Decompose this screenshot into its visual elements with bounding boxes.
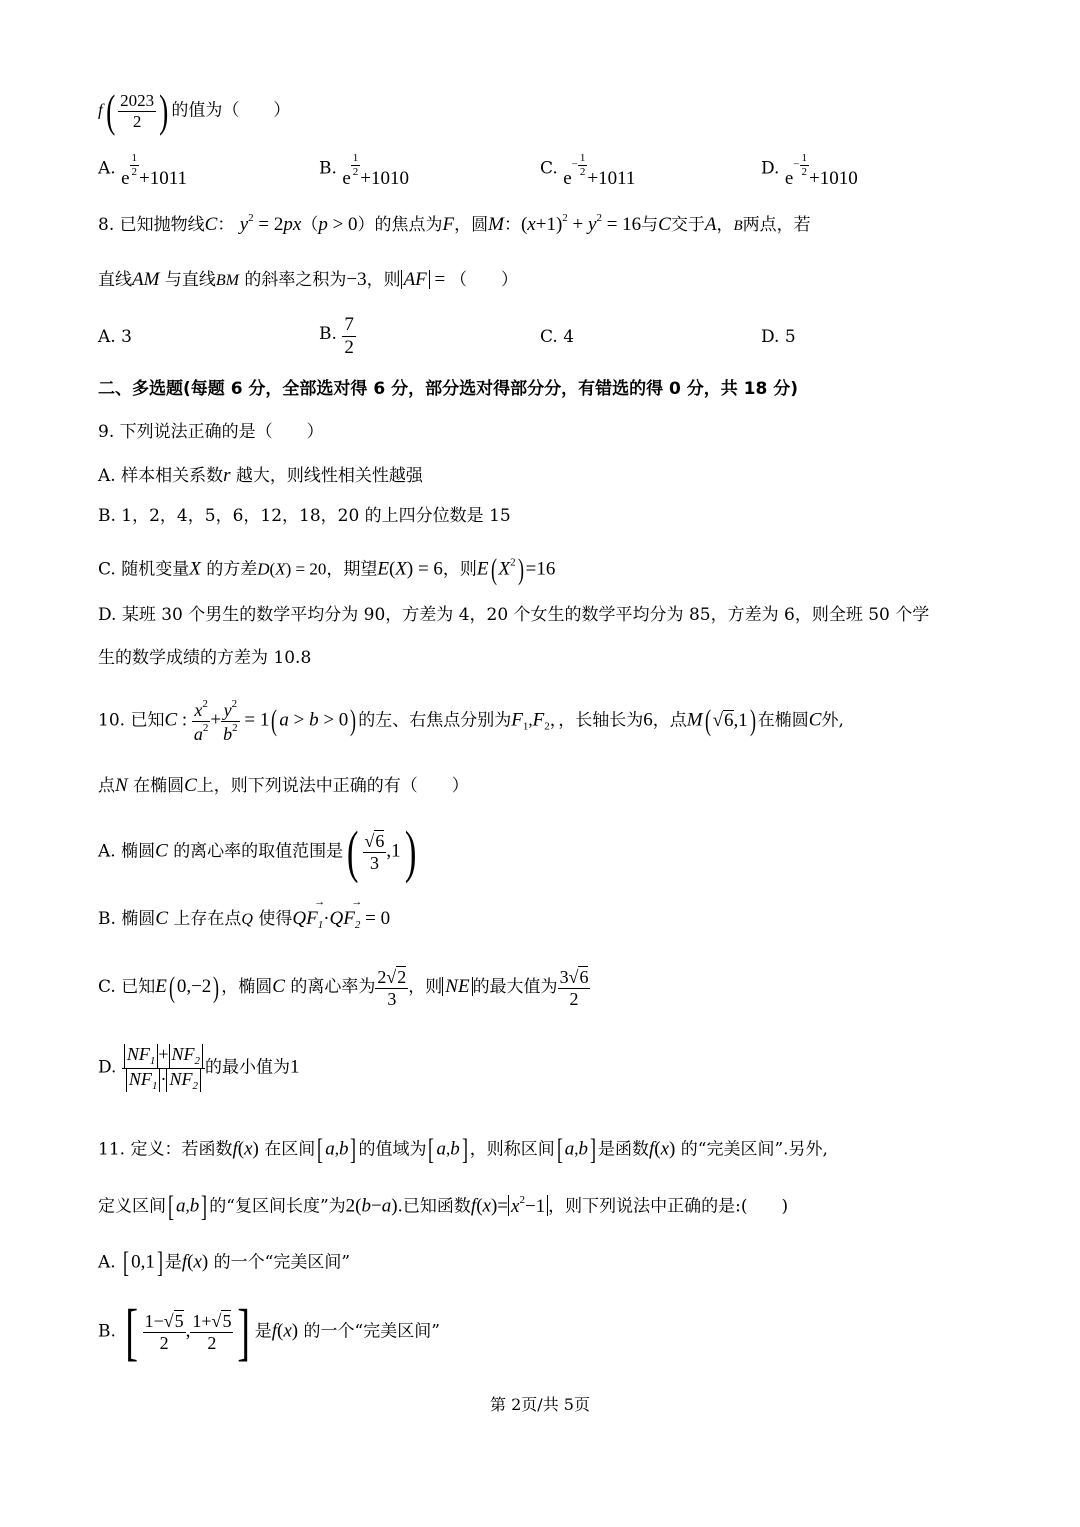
q9-option-a: A. 样本相关系数r 越大，则线性相关性越强 <box>98 465 423 486</box>
q9-stem: 9. 下列说法正确的是（ ） <box>98 422 324 442</box>
q11-line2: 定义区间[ a,b] 的“复区间长度”为2(b−a).已知函数$f(x)= x^2-1$ ，则下列说法中正确的是:( ) <box>98 1190 789 1223</box>
q7-option-c: C. e− $\frac{1}{2}$ +1011 <box>540 152 636 189</box>
q7-option-d: D. e− $\frac{1}{2}$ +1010 <box>761 152 858 189</box>
q10-option-d: D. $\frac{NF_1 + NF_2}{NF_1 \cdot NF_2}$ 的最小值为1 <box>98 1044 300 1092</box>
section-heading: 二、多选题(每题 6 分，全部选对得 6 分，部分选对得部分分，有错选的得 0 分，共 18 分) <box>98 379 799 399</box>
q10-line2: 点N 在椭圆C上，则下列说法中正确的有（ ） <box>98 775 469 796</box>
q8-option-a: A. 3 <box>98 327 132 347</box>
q8-option-d: D. 5 <box>761 327 796 347</box>
q10-option-b: B. 椭圆C 上存在点Q 使得$QF_1 \to\cdot QF_2$ → = 0 <box>98 909 390 931</box>
q10-option-c: C. 已知E( 0,−2) ，椭圆C 的离心率为 $\frac{2√2}{3}$ ，则 NE 的最大值为 $\frac{3√6}{2}$ <box>98 967 589 1009</box>
q7-func: f <box>98 100 103 120</box>
q11-option-b: B. [ $\frac{1-√5}{2}$ , $\frac{1+√5}{2}$ ] 是f(x) 的一个“完美区间” <box>98 1296 440 1367</box>
q7-fraction: $\frac{2023}{2}$ <box>120 90 155 131</box>
q7-option-a: A. e $\frac{1}{2}$ +1011 <box>98 152 188 189</box>
q7-tail-text: 的值为（ ） <box>171 100 291 121</box>
q10-stem: 10. 已知C : $\frac{x^2}{a^2}$ + $\frac{y^2}{b^2}$ = 1( a > b > 0) 的左、右焦点分别为$F_1,F_2$，，长轴长为6，点M( √6,1) 在椭圆C外, <box>98 698 844 744</box>
q9-option-d-line1: D. 某班 30 个男生的数学平均分为 90，方差为 4，20 个女生的数学平均分为 85，方差为 6，则全班 50 个学 <box>98 605 930 625</box>
q8-line2: 直线AM 与直线BM 的斜率之积为−3，则 AF = （ ） <box>98 269 519 290</box>
q8-option-c: C. 4 <box>540 327 575 347</box>
q9-option-c: C. 随机变量X 的方差D(X) = 20，期望E(X) = 6，则E( $X^2) =16$ <box>98 553 556 586</box>
q7-tail: f( $\frac{2023}{2}$ ) 的值为（ ） <box>98 85 291 136</box>
q9-option-b: B. 1，2，4，5，6，12，18，20 的上四分位数是 15 <box>98 506 511 526</box>
q7-option-b: B. e $\frac{1}{2}$ +1010 <box>319 152 409 189</box>
page-footer: 第 2页/共 5页 <box>490 1395 590 1414</box>
q10-option-a: A. 椭圆C 的离心率的取值范围是( $\frac{√6}{3}$ ,1) <box>98 819 417 884</box>
q8-line1: 8. 已知抛物线C： $y^2 = 2px(p > 0)$的焦点为F，圆M：$(x+1)^2 + y^2 = 16$与C交于A，B两点，若 <box>98 212 811 235</box>
q9-option-d-line2: 生的数学成绩的方差为 10.8 <box>98 648 312 668</box>
q8-option-b: B. $\frac{7}{2}$ <box>319 314 354 358</box>
q11-line1: 11. 定义：若函数f(x) 在区间[ a,b] 的值域为[ a,b] ，则称区间[ a,b] 是函数f(x) 的“完美区间”.另外, <box>98 1133 828 1166</box>
q11-option-a: A. [ 0,1] 是f(x) 的一个“完美区间” <box>98 1246 351 1279</box>
